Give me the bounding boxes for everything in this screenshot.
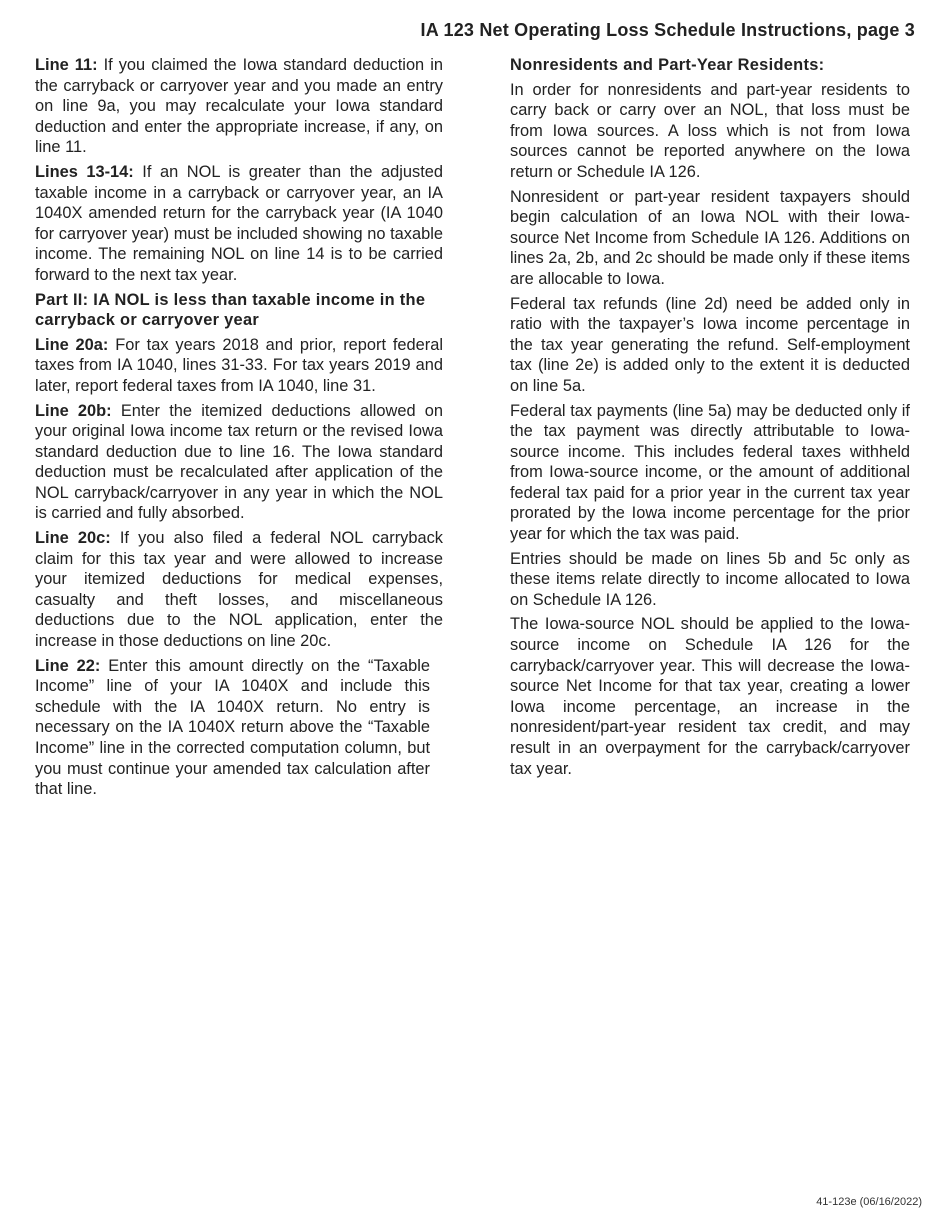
line-22-text: Enter this amount directly on the “Taxable Income” line of your IA 1040X and include this schedule with the IA 1040X return. No entry is necessary on the IA 1040X return above the “Taxable Income” line in the corrected computation column, but you must continue your amended tax calculation after that line.: [35, 656, 430, 799]
nonresidents-paragraph-6: The Iowa-source NOL should be applied to the Iowa-source income on Schedule IA 126 for the carryback/carryover year. This will decrease the Iowa-source Net Income for that tax year, creating a lower Iowa income percentage, an increase in the nonresident/part-year resident tax credit, and may result in an overpayment for the carryback/carryover tax year.: [510, 615, 910, 778]
nonresidents-paragraph-5: Entries should be made on lines 5b and 5c only as these items relate directly to income allocated to Iowa on Schedule IA 126.: [510, 549, 910, 609]
line-20b-label: Line 20b:: [35, 401, 112, 420]
lines-13-14-label: Lines 13-14:: [35, 162, 134, 181]
lines-13-14-paragraph: [35, 162, 443, 286]
line-20c-text: If you also filed a federal NOL carryback claim for this tax year and were allowed to increase your itemized deductions for medical expenses, casualty and theft losses, and miscellaneous deductions due to the NOL application, enter the increase in those deductions on line 20c.: [35, 529, 443, 651]
line-22-paragraph: [35, 656, 430, 800]
nonresidents-paragraph-4: Federal tax payments (line 5a) may be deducted only if the tax payment was directly attributable to Iowa-source income. This includes federal taxes withheld from Iowa-source income, or the amount of additional federal tax paid for a prior year in the current tax year prorated by the Iowa income percentage for the prior year for which the tax was paid.: [510, 401, 910, 544]
nonresidents-paragraph-3: Federal tax refunds (line 2d) need be added only in ratio with the taxpayer’s Iowa income percentage in the tax year generating the refund. Self-employment tax (line 2e) is added only to the extent it is deducted on line 5a.: [510, 294, 910, 395]
part-2-heading: Part II: IA NOL is less than taxable income in the carryback or carryover year: [35, 290, 426, 330]
nonresidents-heading: Nonresidents and Part-Year Residents:: [510, 56, 825, 74]
line-20c-label: Line 20c:: [35, 529, 111, 548]
line-11-label: Line 11:: [35, 56, 98, 74]
page-title: IA 123 Net Operating Loss Schedule Instructions, page 3: [420, 20, 915, 40]
line-20b-text: Enter the itemized deductions allowed on your original Iowa income tax return or the revised Iowa standard deduction due to line 16. The Iowa standard deduction must be recalculated after application of the NOL carryback/carryover in any year in which the NOL is carried and fully absorbed.: [35, 401, 444, 523]
line-20a-label: Line 20a:: [35, 335, 109, 354]
line-20c-paragraph: [35, 528, 443, 652]
line-11-text: If you claimed the Iowa standard deduction in the carryback or carryover year and you made an entry on line 9a, you may recalculate your Iowa standard deduction and enter the appropriate increase, if any, on line 11.: [35, 56, 443, 157]
nonresidents-paragraph-1: In order for nonresidents and part-year residents to carry back or carry over an NOL, that loss must be from Iowa sources. A loss which is not from Iowa sources cannot be reported anywhere on the Iowa return or Schedule IA 126.: [510, 80, 910, 181]
line-22-label: Line 22:: [35, 656, 101, 675]
left-column: [35, 55, 443, 804]
line-20a-text: For tax years 2018 and prior, report federal taxes from IA 1040, lines 31-33. For tax years 2019 and later, report federal taxes from IA 1040, line 31.: [35, 335, 443, 395]
nonresidents-paragraph-2: Nonresident or part-year resident taxpayers should begin calculation of an Iowa NOL with their Iowa-source Net Income from Schedule IA 126. Additions on lines 2a, 2b, and 2c should be made only if these items are allocable to Iowa.: [510, 187, 910, 288]
line-20b-paragraph: [35, 401, 443, 525]
line-11-paragraph: [35, 55, 443, 158]
right-column: [510, 55, 910, 783]
line-20a-paragraph: [35, 335, 443, 397]
lines-13-14-text: If an NOL is greater than the adjusted taxable income in a carryback or carryover year, an IA 1040X amended return for the carryback year (IA 1040 for carryover year) must be included showing no taxable income. The remaining NOL on line 14 is to be carried forward to the next tax year.: [35, 162, 443, 284]
form-code: 41-123e (06/16/2022): [816, 1196, 922, 1208]
